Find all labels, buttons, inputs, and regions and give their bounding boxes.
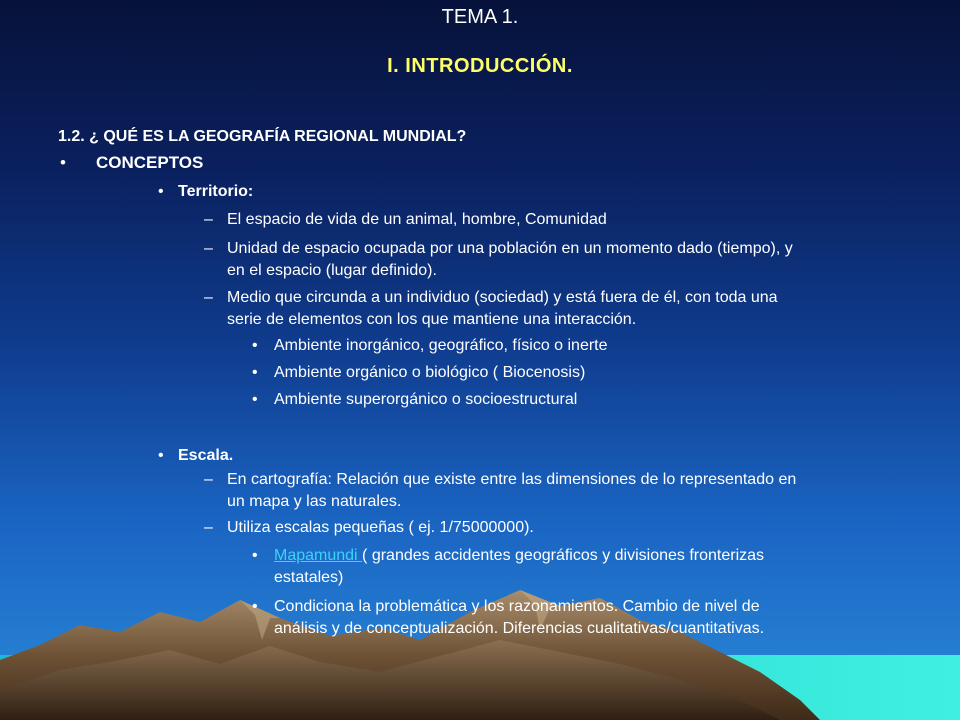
ambiente-superorganico: Ambiente superorgánico o socioestructural xyxy=(274,391,578,408)
escala-label: Escala. xyxy=(178,447,234,464)
condiciona-line: Condiciona la problemática y los razonamientos. Cambio de nivel de xyxy=(274,598,760,615)
territorio-item-3: Medio que circunda a un individuo (sociedad) y está fuera de él, con toda una xyxy=(227,289,778,306)
mapamundi-desc: ( grandes accidentes geográficos y divisiones fronterizas xyxy=(362,547,765,564)
bullet-dot: • xyxy=(252,391,258,408)
condiciona-line-cont: análisis y de conceptualización. Diferencias cualitativas/cuantitativas. xyxy=(274,620,765,637)
escala-item-2: Utiliza escalas pequeñas ( ej. 1/75000000). xyxy=(227,519,534,536)
territorio-item-3-cont: serie de elementos con los que mantiene una interacción. xyxy=(227,311,637,328)
bullet-dash: – xyxy=(204,519,213,536)
mapamundi-link[interactable]: Mapamundi xyxy=(274,547,363,564)
bullet-dot: • xyxy=(252,337,258,354)
territorio-item-1: El espacio de vida de un animal, hombre, Comunidad xyxy=(227,211,607,228)
bullet-dash: – xyxy=(204,211,213,228)
bullet-dash: – xyxy=(204,240,213,257)
territorio-label: Territorio: xyxy=(178,183,254,200)
territorio-item-2: Unidad de espacio ocupada por una población en un momento dado (tiempo), y xyxy=(227,240,793,257)
bullet-dot: • xyxy=(252,364,258,381)
mapamundi-line xyxy=(274,545,764,567)
bullet-dot: • xyxy=(158,447,164,464)
conceptos-heading: CONCEPTOS xyxy=(96,153,204,172)
bullet-dot: • xyxy=(252,547,258,564)
bullet-dot: • xyxy=(158,183,164,200)
escala-item-1-cont: un mapa y las naturales. xyxy=(227,493,402,510)
bullet-dash: – xyxy=(204,471,213,488)
slide-subtitle: I. INTRODUCCIÓN. xyxy=(387,55,573,77)
bullet-dot: • xyxy=(60,153,66,172)
mapamundi-line-cont: estatales) xyxy=(274,569,344,586)
slide-title: TEMA 1. xyxy=(441,6,519,28)
ambiente-inorganico: Ambiente inorgánico, geográfico, físico o inerte xyxy=(274,337,608,354)
escala-item-1: En cartografía: Relación que existe entre las dimensiones de lo representado en xyxy=(227,471,797,488)
ambiente-organico: Ambiente orgánico o biológico ( Biocenosis) xyxy=(274,364,586,381)
section-heading: 1.2. ¿ QUÉ ES LA GEOGRAFÍA REGIONAL MUNDIAL? xyxy=(58,128,467,145)
territorio-item-2-cont: en el espacio (lugar definido). xyxy=(227,262,437,279)
bullet-dot: • xyxy=(252,598,258,615)
bullet-dash: – xyxy=(204,289,213,306)
